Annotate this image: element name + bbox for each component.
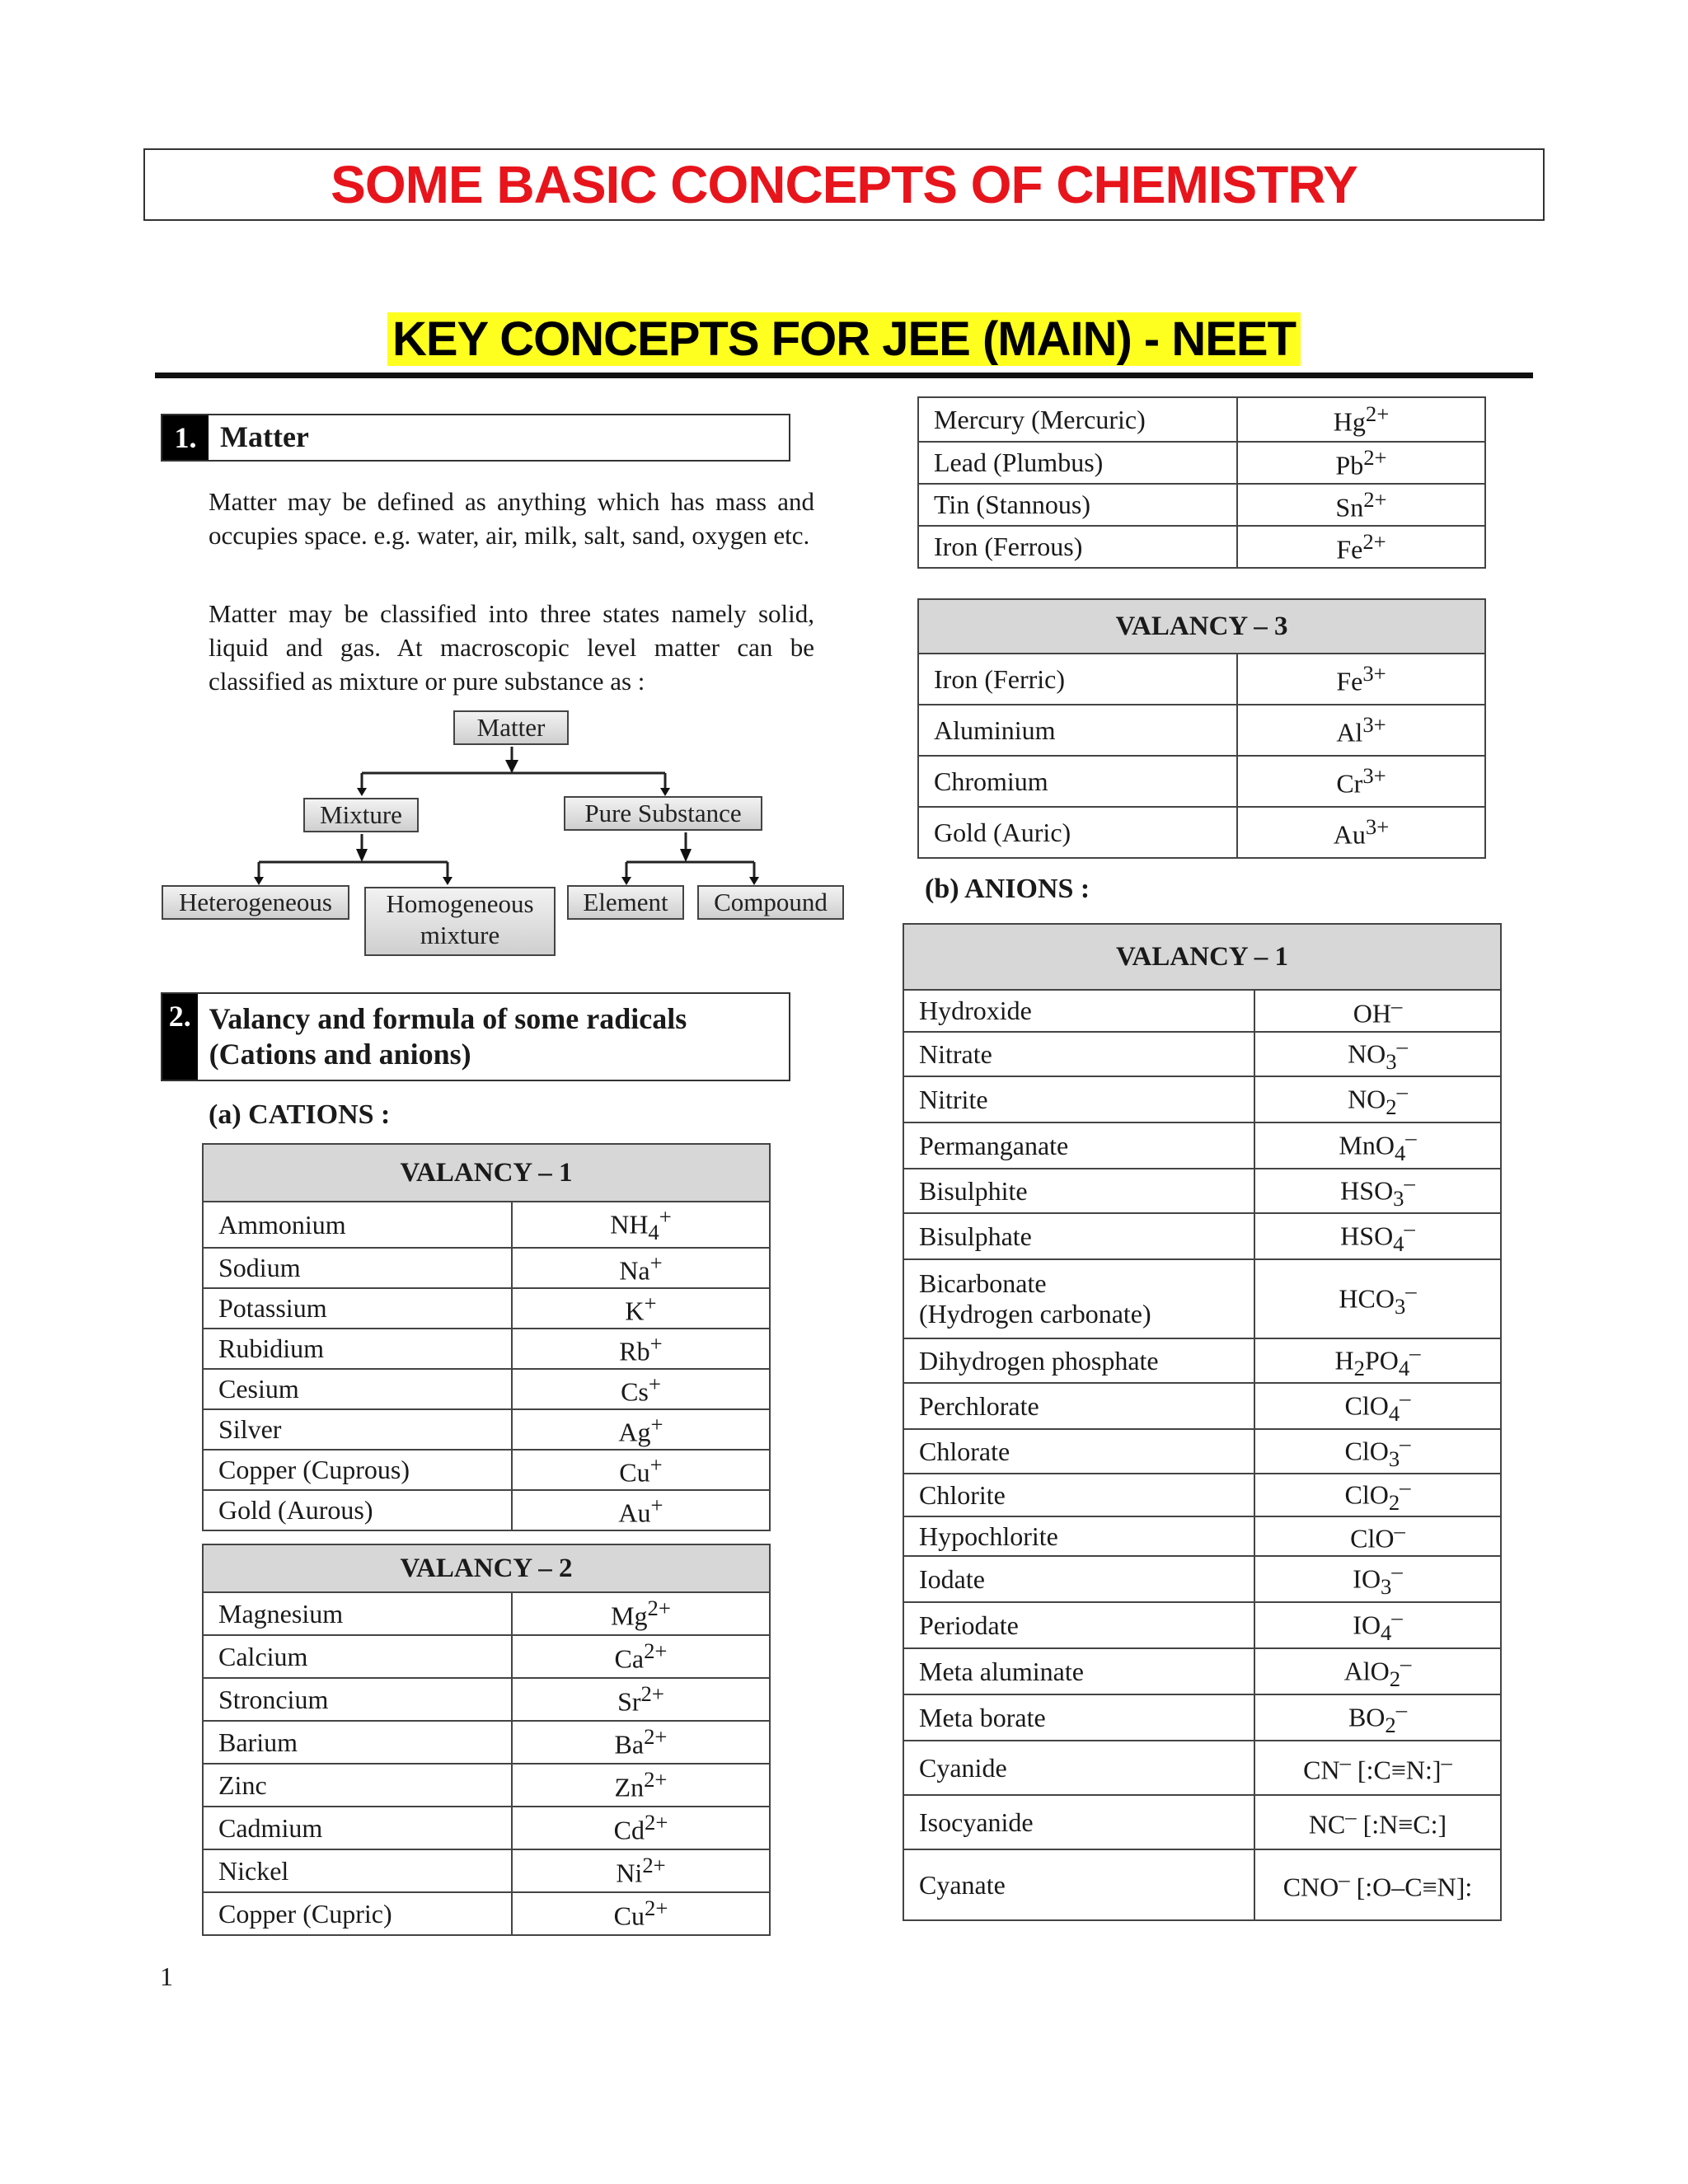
radical-name: Iodate: [903, 1556, 1254, 1602]
table-row: [903, 1516, 1501, 1556]
radical-name: Meta aluminate: [903, 1648, 1254, 1694]
radical-name: Chlorite: [903, 1474, 1254, 1516]
table-row: [203, 1329, 770, 1369]
section-2-title: Valancy and formula of some radicals (Cations and anions): [209, 1001, 687, 1071]
tree-node-compound: Compound: [697, 885, 844, 920]
anion-valancy-1-table: [903, 923, 1502, 1921]
section-1-title: Matter: [220, 420, 309, 454]
table-row: [203, 1892, 770, 1935]
radical-formula: $Au^{3+}$: [1237, 807, 1485, 858]
table-row: [903, 1122, 1501, 1169]
radical-formula: ClO–: [1254, 1516, 1501, 1556]
anion-v1-header: VALANCY – 1: [903, 924, 1501, 990]
table-row: [903, 1383, 1501, 1429]
table-row: [203, 1635, 770, 1678]
radical-formula: $Al^{3+}$: [1237, 705, 1485, 756]
radical-name: Tin (Stannous): [918, 484, 1237, 526]
radical-name: Nitrite: [903, 1076, 1254, 1122]
cation-valancy-1-table: [202, 1143, 771, 1531]
radical-name: Iron (Ferrous): [918, 526, 1237, 568]
radical-name: Copper (Cupric): [203, 1892, 512, 1935]
radical-formula: $IO_4^-$: [1254, 1602, 1501, 1648]
radical-name: Periodate: [903, 1602, 1254, 1648]
radical-formula: ClO$_4$–: [1254, 1383, 1501, 1429]
radical-formula: $HSO_4^-$: [1254, 1213, 1501, 1259]
table-row: [203, 1678, 770, 1721]
radical-name: Cesium: [203, 1369, 512, 1409]
matter-classification: Matter may be classified into three states namely solid, liquid and gas. At macroscopic level matter can be classified as mixture or pure substance as :: [209, 599, 814, 696]
section-2-number: 2.: [162, 994, 198, 1080]
radical-name: Calcium: [203, 1635, 512, 1678]
radical-formula: $Zn^{2+}$: [512, 1764, 770, 1807]
radical-formula: CN– [:C≡N:]–: [1254, 1741, 1501, 1795]
table-row: [903, 1795, 1501, 1849]
table-row: [903, 1429, 1501, 1474]
radical-formula: $Sr^{2+}$: [512, 1678, 770, 1721]
radical-formula: $Ni^{2+}$: [512, 1849, 770, 1892]
radical-formula: $BO_2^-$: [1254, 1694, 1501, 1741]
radical-name: Magnesium: [203, 1592, 512, 1635]
radical-formula: MnO$_4$–: [1254, 1122, 1501, 1169]
tree-node-heterogeneous: Heterogeneous: [162, 885, 349, 920]
section-2-heading: [161, 992, 790, 1081]
table-row: [903, 1741, 1501, 1795]
table-row: [203, 1721, 770, 1764]
radical-formula: $Sn^{2+}$: [1237, 484, 1485, 526]
radical-name: Barium: [203, 1721, 512, 1764]
table-row: [203, 1409, 770, 1450]
radical-name: Cyanate: [903, 1849, 1254, 1920]
tree-node-matter: Matter: [453, 710, 569, 745]
table-row: [203, 1450, 770, 1490]
radical-name: Lead (Plumbus): [918, 442, 1237, 484]
table-row: [918, 654, 1485, 705]
tree-node-pure-substance: Pure Substance: [564, 796, 762, 831]
table-row: [918, 442, 1485, 484]
radical-formula: $NO_3^-$: [1254, 1032, 1501, 1076]
radical-formula: $H_2PO_4^-$: [1254, 1338, 1501, 1383]
radical-name: Hydroxide: [903, 990, 1254, 1032]
table-row: [903, 1213, 1501, 1259]
radical-formula: AlO$_2$–: [1254, 1648, 1501, 1694]
radical-name: Chlorate: [903, 1429, 1254, 1474]
radical-formula: $Fe^{3+}$: [1237, 654, 1485, 705]
table-row: [203, 1592, 770, 1635]
matter-definition: Matter may be defined as anything which has mass and occupies space. e.g. water, air, milk, salt, sand, oxygen etc.: [209, 487, 814, 550]
radical-formula: Cu+: [512, 1450, 770, 1490]
table-row: [203, 1490, 770, 1530]
radical-formula: $Cr^{3+}$: [1237, 756, 1485, 807]
table-row: [903, 990, 1501, 1032]
radical-formula: Au+: [512, 1490, 770, 1530]
radical-formula: CNO– [:O–C≡N]:: [1254, 1849, 1501, 1920]
radical-formula: ClO$_2$–: [1254, 1474, 1501, 1516]
radical-formula: Ag+: [512, 1409, 770, 1450]
radical-formula: $Pb^{2+}$: [1237, 442, 1485, 484]
radical-formula: Cs+: [512, 1369, 770, 1409]
radical-name: Mercury (Mercuric): [918, 397, 1237, 442]
radical-name: Copper (Cuprous): [203, 1450, 512, 1490]
radical-name: Isocyanide: [903, 1795, 1254, 1849]
cation-v3-header: VALANCY – 3: [918, 599, 1485, 654]
tree-node-mixture: Mixture: [303, 798, 419, 832]
radical-name: Cyanide: [903, 1741, 1254, 1795]
table-row: [203, 1248, 770, 1288]
radical-name: Silver: [203, 1409, 512, 1450]
table-row: [203, 1807, 770, 1849]
radical-name: Permanganate: [903, 1122, 1254, 1169]
table-row: [918, 397, 1485, 442]
radical-name: Cadmium: [203, 1807, 512, 1849]
table-row: [918, 705, 1485, 756]
table-row: [903, 1556, 1501, 1602]
radical-name: Aluminium: [918, 705, 1237, 756]
table-row: [203, 1764, 770, 1807]
radical-name: Bicarbonate (Hydrogen carbonate): [903, 1259, 1254, 1338]
radical-name: Bisulphite: [903, 1169, 1254, 1213]
table-row: [918, 756, 1485, 807]
cation-v1-header: VALANCY – 1: [203, 1144, 770, 1202]
table-row: [903, 1259, 1501, 1338]
page-number: 1: [160, 1961, 173, 1991]
radical-name: Potassium: [203, 1288, 512, 1329]
radical-formula: $NO_2^-$: [1254, 1076, 1501, 1122]
cation-valancy-2-table: [202, 1544, 771, 1936]
radical-name: Ammonium: [203, 1202, 512, 1248]
page-title: SOME BASIC CONCEPTS OF CHEMISTRY: [331, 155, 1357, 214]
radical-formula: Rb+: [512, 1329, 770, 1369]
table-row: [903, 1602, 1501, 1648]
table-row: [903, 1032, 1501, 1076]
radical-name: Nitrate: [903, 1032, 1254, 1076]
table-row: [903, 1849, 1501, 1920]
table-row: [903, 1338, 1501, 1383]
radical-formula: ClO$_3$–: [1254, 1429, 1501, 1474]
radical-formula: K+: [512, 1288, 770, 1329]
table-row: [203, 1849, 770, 1892]
radical-name: Meta borate: [903, 1694, 1254, 1741]
radical-name: Iron (Ferric): [918, 654, 1237, 705]
radical-formula: $Cu^{2+}$: [512, 1892, 770, 1935]
tree-node-homogeneous: Homogeneous mixture: [364, 887, 556, 956]
radical-formula: NC– [:N≡C:]: [1254, 1795, 1501, 1849]
tree-node-element: Element: [567, 885, 684, 920]
radical-name: Gold (Auric): [918, 807, 1237, 858]
cation-valancy-2-continued-table: [917, 396, 1486, 569]
radical-name: Bisulphate: [903, 1213, 1254, 1259]
table-row: [903, 1648, 1501, 1694]
radical-formula: $Fe^{2+}$: [1237, 526, 1485, 568]
radical-name: Rubidium: [203, 1329, 512, 1369]
radical-name: Stroncium: [203, 1678, 512, 1721]
radical-name: Sodium: [203, 1248, 512, 1288]
radical-formula: $Hg^{2+}$: [1237, 397, 1485, 442]
radical-formula: $Cd^{2+}$: [512, 1807, 770, 1849]
radical-name: Gold (Aurous): [203, 1490, 512, 1530]
table-row: [203, 1369, 770, 1409]
table-row: [918, 526, 1485, 568]
table-row: [903, 1694, 1501, 1741]
table-row: [903, 1076, 1501, 1122]
anions-label: (b) ANIONS :: [925, 874, 1090, 904]
radical-formula: $Mg^{2+}$: [512, 1592, 770, 1635]
radical-formula: $Ba^{2+}$: [512, 1721, 770, 1764]
table-row: [203, 1202, 770, 1248]
subtitle: KEY CONCEPTS FOR JEE (MAIN) - NEET: [387, 312, 1301, 366]
radical-formula: $HCO_3^-$: [1254, 1259, 1501, 1338]
radical-formula: $NH_4^+$: [512, 1202, 770, 1248]
table-row: [918, 807, 1485, 858]
radical-name: Nickel: [203, 1849, 512, 1892]
cation-valancy-3-table: [917, 598, 1486, 859]
radical-name: Chromium: [918, 756, 1237, 807]
radical-name: Dihydrogen phosphate: [903, 1338, 1254, 1383]
radical-formula: $IO_3^-$: [1254, 1556, 1501, 1602]
table-row: [903, 1169, 1501, 1213]
radical-formula: OH–: [1254, 990, 1501, 1032]
cation-v2-header: VALANCY – 2: [203, 1544, 770, 1592]
section-1-number: 1.: [162, 415, 209, 460]
cations-label: (a) CATIONS :: [209, 1099, 391, 1130]
radical-formula: Na+: [512, 1248, 770, 1288]
table-row: [203, 1288, 770, 1329]
radical-name: Zinc: [203, 1764, 512, 1807]
table-row: [918, 484, 1485, 526]
radical-formula: $Ca^{2+}$: [512, 1635, 770, 1678]
radical-formula: $HSO_3^-$: [1254, 1169, 1501, 1213]
radical-name: Hypochlorite: [903, 1516, 1254, 1556]
table-row: [903, 1474, 1501, 1516]
radical-name: Perchlorate: [903, 1383, 1254, 1429]
